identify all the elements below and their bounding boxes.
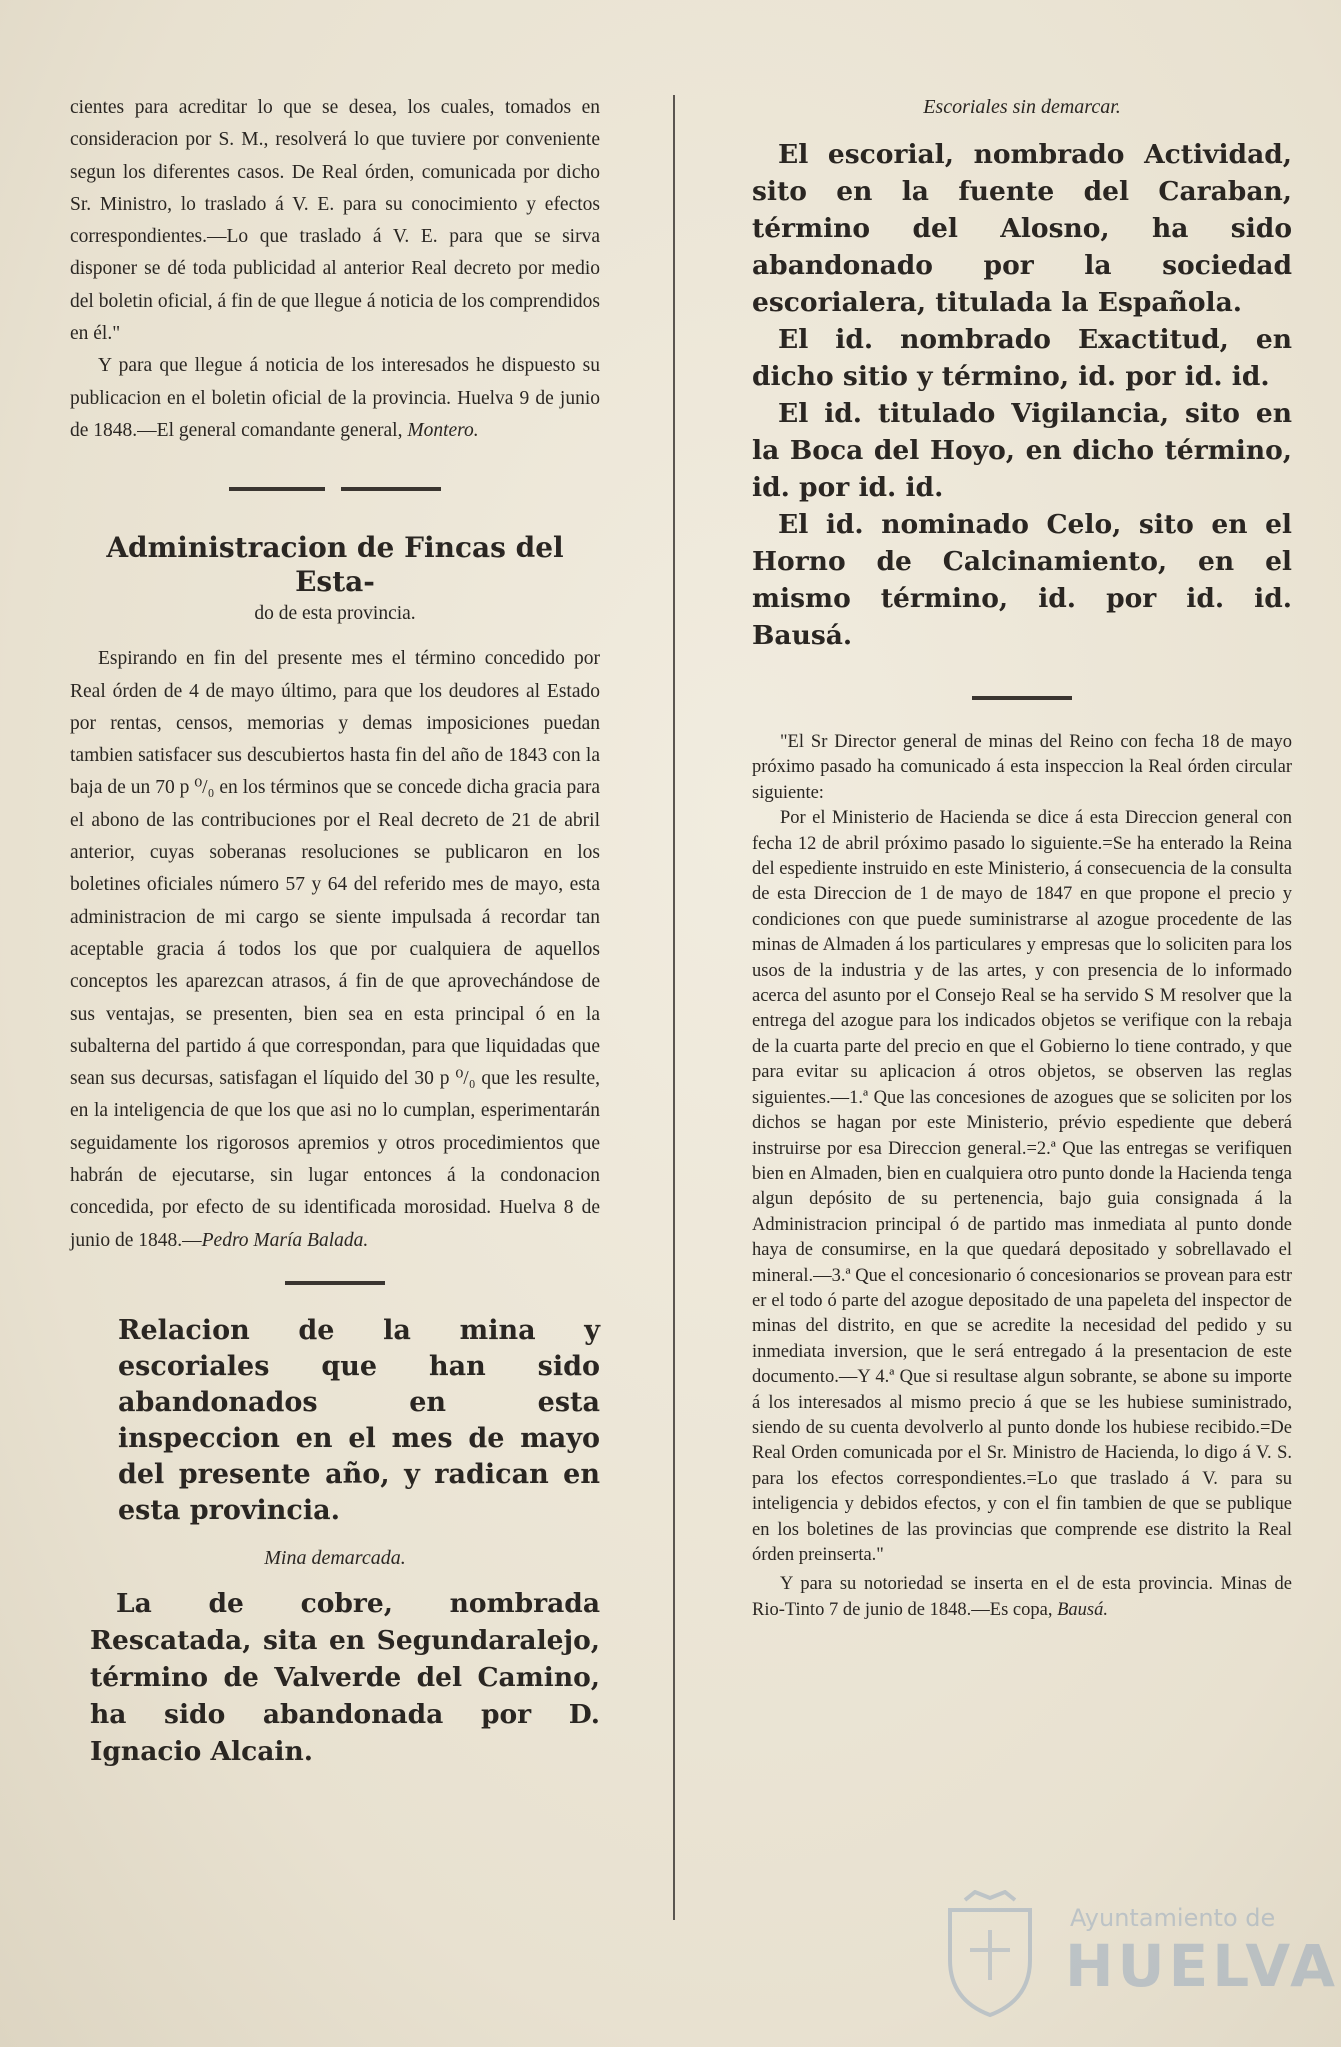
admin-text: Espirando en fin del presente mes el término concedido por Real órden de 4 de mayo último, para que los deudores al Estado por rentas, censos, memorias y demas imposiciones puedan tambien satisfacer sus descubiertos hasta fin del año de 1843 con la baja de un 70 p ⁰/₀ en los términos que se concede dicha gracia para el abono de las contribuciones por el Real decreto de 21 de abril anterior, cuyas soberanas resoluciones se publicaron en los boletines oficiales número 57 y 64 del referido mes de mayo, esta administracion de mi cargo se siente impulsada á recordar tan aceptable gracia á todos los que por cualquiera de aquellos conceptos les aparezcan atrasos, á fin de que aprovechándose de sus ventajas, se presenten, bien sea en esta principal ó en la subalterna del partido á que correspondan, para que liquidadas que sean sus decursas, satisfagan el líquido del 30 p ⁰/₀ que les resulte, en la inteligencia de que los que asi no lo cumplan, esperimentarán seguidamente los rigorosos apremios y otros procedimientos que habrán de ejecutarse, sin lugar entonces á la condonacion concedida, por efecto de su identificada morosidad. Huelva 8 de junio de 1848.—: [70, 648, 600, 1251]
right-column: [752, 92, 1292, 1623]
notoriedad-paragraph: [752, 1572, 1292, 1623]
column-divider: [673, 95, 675, 1920]
escoriales-heading: Escoriales sin demarcar.: [923, 96, 1121, 118]
y-para-paragraph: [70, 350, 600, 447]
section-separator: [70, 487, 600, 491]
escorial-celo: El id. nominado Celo, sito en el Horno de Calcinamiento, en el mismo término, id. por id. id. Bausá.: [752, 509, 1292, 651]
notoriedad-signature: Bausá.: [1057, 1599, 1108, 1620]
director-paragraph: "El Sr Director general de minas del Reino con fecha 18 de mayo próximo pasado ha comunicado á esta inspeccion la Real órden circular siguiente:: [752, 732, 1292, 803]
y-para-signature: Montero.: [407, 419, 479, 441]
admin-title-line-1: Administracion de Fincas del Esta-: [106, 531, 564, 599]
escorial-vigilancia: El id. titulado Vigilancia, sito en la Boca del Hoyo, en dicho término, id. por id. id.: [752, 398, 1292, 503]
section-separator: [752, 696, 1292, 700]
mina-paragraph: La de cobre, nombrada Rescatada, sita en Segundaralejo, término de Valverde del Camino, ha sido abandonada por D. Ignacio Alcain.: [90, 1587, 600, 1767]
admin-section-heading: [70, 531, 600, 629]
admin-paragraph: [70, 643, 600, 1257]
escorial-exactitud: El id. nombrado Exactitud, en dicho sitio y término, id. por id. id.: [752, 324, 1292, 392]
section-separator: [70, 1281, 600, 1285]
admin-title-line-2: do de esta provincia.: [254, 603, 416, 625]
left-column: [70, 92, 600, 1770]
ministerio-paragraph: Por el Ministerio de Hacienda se dice á esta Direccion general con fecha 12 de abril próximo pasado lo siguiente.=Se ha enterado la Reina del espediente instruido en este Ministerio, á consecuencia de la consulta de esta Direccion de 1 de mayo de 1847 en que propone el precio y condiciones con que puede suministrarse al azogue procedente de las minas de Almaden á los particulares y empresas que lo soliciten para los usos de la industria y de las artes, y con presencia de lo informado acerca del asunto por el Consejo Real se ha servido S M resolver que la entrega del azogue para los indicados objetos se verifique con la rebaja de la cuarta parte del precio en que el Gobierno lo tiene contrado, y que para evitar su aplicacion á otros objetos, se observen las reglas siguientes.—1.ª Que las concesiones de azogues que se soliciten por los dichos se hagan por este Ministerio, prévio espediente que deberá instruirse por esa Direccion general.=2.ª Que las entregas se verifiquen bien en Almaden, bien en cualquiera otro punto donde la Hacienda tenga algun depósito de su pertenencia, bajo guia consignada á la Administracion principal ó de partido mas inmediata al punto donde haya de consumirse, en la que quedará depositado y sobrellavado el mineral.—3.ª Que el concesionario ó concesionarios se provean para estr er el todo ó parte del azogue depositado de una papeleta del inspector de minas del distrito, en que se acredite la necesidad del pedido y su inmediata inversion, que le será entregado á la presentacion de este documento.—Y 4.ª Que si resultase algun sobrante, se abone su importe á los interesados al mismo precio á que se les hubiese suministrado, siendo de su cuenta devolverlo al punto donde los hubiese recibido.=De Real Orden comunicada por el Sr. Ministro de Hacienda, lo digo á V. S. para los efectos correspondientes.=Lo que traslado á V. para su inteligencia y debidos efectos, y con el fin tambien de que se publique en los boletines de las provincias que comprende ese distrito la Real órden preinserta.": [752, 808, 1292, 1565]
escorial-actividad: El escorial, nombrado Actividad, sito en la fuente del Caraban, término del Alosno, ha sido abandonado por la sociedad escorialera, titulada la Española.: [752, 139, 1292, 318]
relacion-title: Relacion de la mina y escoriales que han sido abandonados en esta inspeccion en el mes de mayo del presente año, y radican en esta provincia.: [118, 1314, 600, 1526]
y-para-text: Y para que llegue á noticia de los interesados he dispuesto su publicacion en el boletin oficial de la provincia. Huelva 9 de junio de 1848.—El general comandante general,: [70, 355, 600, 441]
intro-paragraph: cientes para acreditar lo que se desea, los cuales, tomados en consideracion por S. M., resolverá lo que tuviere por conveniente segun los diferentes casos. De Real órden, comunicada por dicho Sr. Ministro, lo traslado á V. E. para su conocimiento y efectos correspondientes.—Lo que traslado á V. E. para que se sirva disponer se dé toda publicidad al anterior Real decreto por medio del boletin oficial, á fin de que llegue á noticia de los comprendidos en él.": [70, 97, 600, 345]
notoriedad-text: Y para su notoriedad se inserta en el de esta provincia. Minas de Rio-Tinto 7 de junio de 1848.—Es copa,: [752, 1574, 1292, 1620]
admin-signature: Pedro María Balada.: [201, 1229, 369, 1251]
mina-heading: Mina demarcada.: [264, 1546, 406, 1569]
coat-of-arms-icon: [930, 1890, 1050, 2020]
ayuntamiento-watermark: [920, 1890, 1340, 2030]
watermark-bottom-text: HUELVA: [1065, 1932, 1340, 2000]
watermark-top-text: Ayuntamiento de: [1070, 1904, 1276, 1932]
